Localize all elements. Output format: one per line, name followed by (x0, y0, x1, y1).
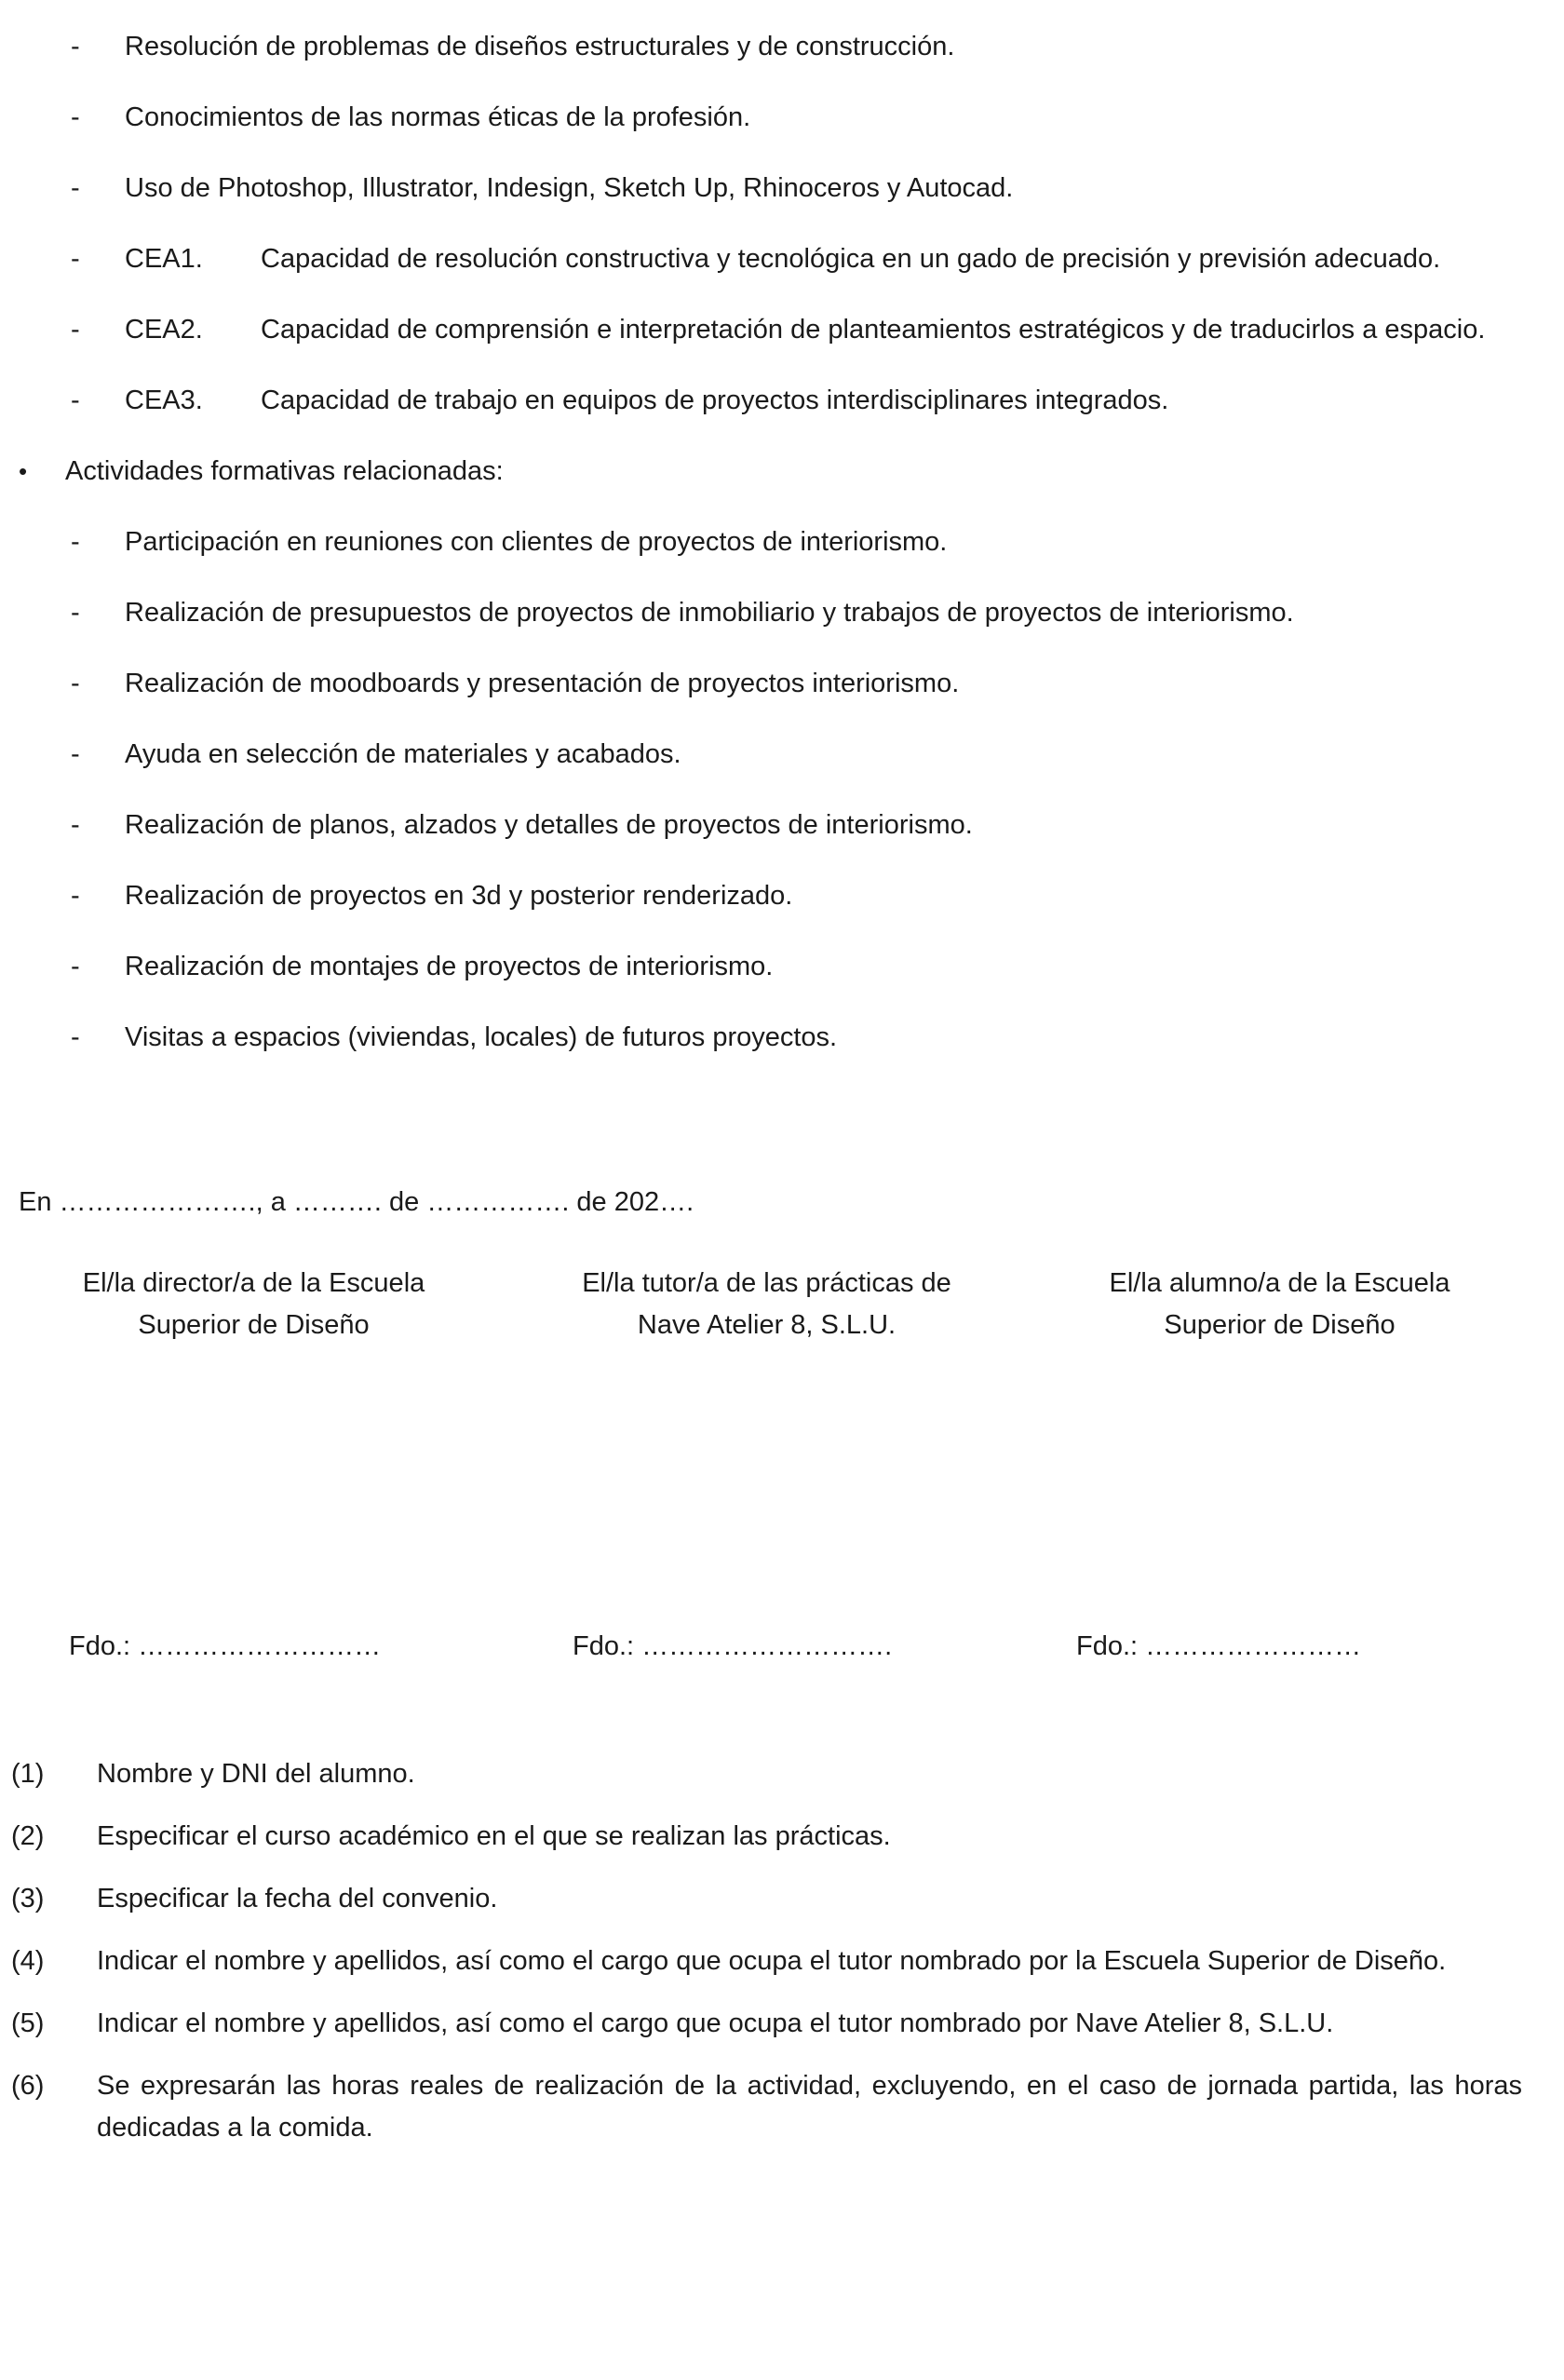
list-item (71, 97, 1522, 139)
bullet-marker: • (19, 457, 28, 485)
list-item-text: Realización de montajes de proyectos de interiorismo. (125, 952, 774, 981)
footnote-text: Indicar el nombre y apellidos, así como el cargo que ocupa el tutor nombrado por Nave Atelier 8, S.L.U. (97, 2008, 1334, 2038)
dash-marker: - (71, 1022, 80, 1052)
cea-code: CEA3. (125, 385, 203, 415)
list-item (71, 875, 1522, 917)
footnotes (11, 1753, 1522, 2149)
signature-title-director (11, 1263, 496, 1346)
cea-code: CEA1. (125, 244, 203, 274)
list-item-text: Visitas a espacios (viviendas, locales) de futuros proyectos. (125, 1022, 838, 1052)
skills-list (11, 26, 1522, 422)
list-item-text: Realización de presupuestos de proyectos de inmobiliario y trabajos de proyectos de interiorismo. (125, 598, 1294, 628)
list-item (71, 734, 1522, 776)
cea-item (71, 238, 1522, 280)
dash-marker: - (71, 527, 80, 557)
activities-heading-row (19, 451, 1522, 493)
list-item-text: Resolución de problemas de diseños estructurales y de construcción. (125, 32, 955, 61)
footnote-number: (4) (11, 1946, 45, 1976)
list-item-text: Participación en reuniones con clientes de proyectos de interiorismo. (125, 527, 948, 557)
fdo-line-tutor: Fdo.: ………………………. (573, 1631, 893, 1661)
footnote-number: (1) (11, 1759, 45, 1789)
fdo-row (11, 1626, 1522, 1668)
list-item-text: Uso de Photoshop, Illustrator, Indesign, Sketch Up, Rhinoceros y Autocad. (125, 173, 1014, 203)
activities-list (11, 521, 1522, 1059)
dash-marker: - (71, 669, 80, 698)
footnote-number: (2) (11, 1821, 45, 1851)
cea-text: Capacidad de trabajo en equipos de proyectos interdisciplinares integrados. (261, 385, 1169, 415)
dash-marker: - (71, 598, 80, 628)
dash-marker: - (71, 102, 80, 132)
dash-marker: - (71, 739, 80, 769)
list-item-text: Ayuda en selección de materiales y acabados. (125, 739, 681, 769)
signature-title-line: El/la alumno/a de la Escuela (1109, 1268, 1450, 1298)
footnote (11, 2003, 1522, 2045)
list-item-text: Realización de moodboards y presentación de proyectos interiorismo. (125, 669, 960, 698)
signature-title-line: El/la tutor/a de las prácticas de (582, 1268, 951, 1298)
footnote-number: (5) (11, 2008, 45, 2038)
list-item (71, 805, 1522, 846)
signature-title-line: Superior de Diseño (138, 1310, 370, 1340)
dash-marker: - (71, 952, 80, 981)
signature-title-line: El/la director/a de la Escuela (82, 1268, 425, 1298)
footnote-text: Nombre y DNI del alumno. (97, 1759, 415, 1789)
signature-title-line: Superior de Diseño (1164, 1310, 1395, 1340)
footnote-number: (6) (11, 2071, 45, 2101)
dash-marker: - (71, 244, 80, 274)
footnote-number: (3) (11, 1884, 45, 1913)
cea-text: Capacidad de comprensión e interpretación de planteamientos estratégicos y de traducirlos a espacio. (261, 315, 1486, 345)
footnote (11, 1753, 1522, 1795)
list-item-text: Conocimientos de las normas éticas de la profesión. (125, 102, 751, 132)
signature-title-tutor (524, 1263, 1009, 1346)
footnote-text: Indicar el nombre y apellidos, así como el cargo que ocupa el tutor nombrado por la Escuela Superior de Diseño. (97, 1946, 1447, 1976)
dash-marker: - (71, 173, 80, 203)
cea-item (71, 380, 1522, 422)
dash-marker: - (71, 315, 80, 345)
footnote (11, 1878, 1522, 1920)
list-item (71, 1017, 1522, 1059)
footnote (11, 1941, 1522, 1982)
footnote-text: Se expresarán las horas reales de realización de la actividad, excluyendo, en el caso de jornada partida, las horas dedicadas a la comida. (97, 2071, 1522, 2143)
cea-item (71, 309, 1522, 351)
cea-code: CEA2. (125, 315, 203, 345)
activities-heading: Actividades formativas relacionadas: (65, 456, 504, 486)
cea-text: Capacidad de resolución constructiva y tecnológica en un gado de precisión y previsión adecuado. (261, 244, 1441, 274)
list-item (71, 168, 1522, 210)
signature-title-line: Nave Atelier 8, S.L.U. (637, 1310, 897, 1340)
list-item (71, 946, 1522, 988)
list-item-text: Realización de proyectos en 3d y posterior renderizado. (125, 881, 793, 911)
fdo-line-alumno: Fdo.: …………………… (1076, 1631, 1362, 1661)
dash-marker: - (71, 32, 80, 61)
signature-title-alumno (1037, 1263, 1522, 1346)
signature-block (11, 1263, 1522, 1346)
list-item (71, 592, 1522, 634)
list-item (71, 663, 1522, 705)
dash-marker: - (71, 385, 80, 415)
list-item (71, 26, 1522, 68)
dash-marker: - (71, 810, 80, 840)
date-line: En …………………., a ………. de ……………. de 202…. (19, 1187, 694, 1217)
list-item-text: Realización de planos, alzados y detalles de proyectos de interiorismo. (125, 810, 973, 840)
footnote (11, 1816, 1522, 1858)
footnote-text: Especificar el curso académico en el que se realizan las prácticas. (97, 1821, 891, 1851)
dash-marker: - (71, 881, 80, 911)
list-item (71, 521, 1522, 563)
footnote (11, 2065, 1522, 2149)
fdo-line-director: Fdo.: ……………………… (69, 1631, 382, 1661)
footnote-text: Especificar la fecha del convenio. (97, 1884, 498, 1913)
